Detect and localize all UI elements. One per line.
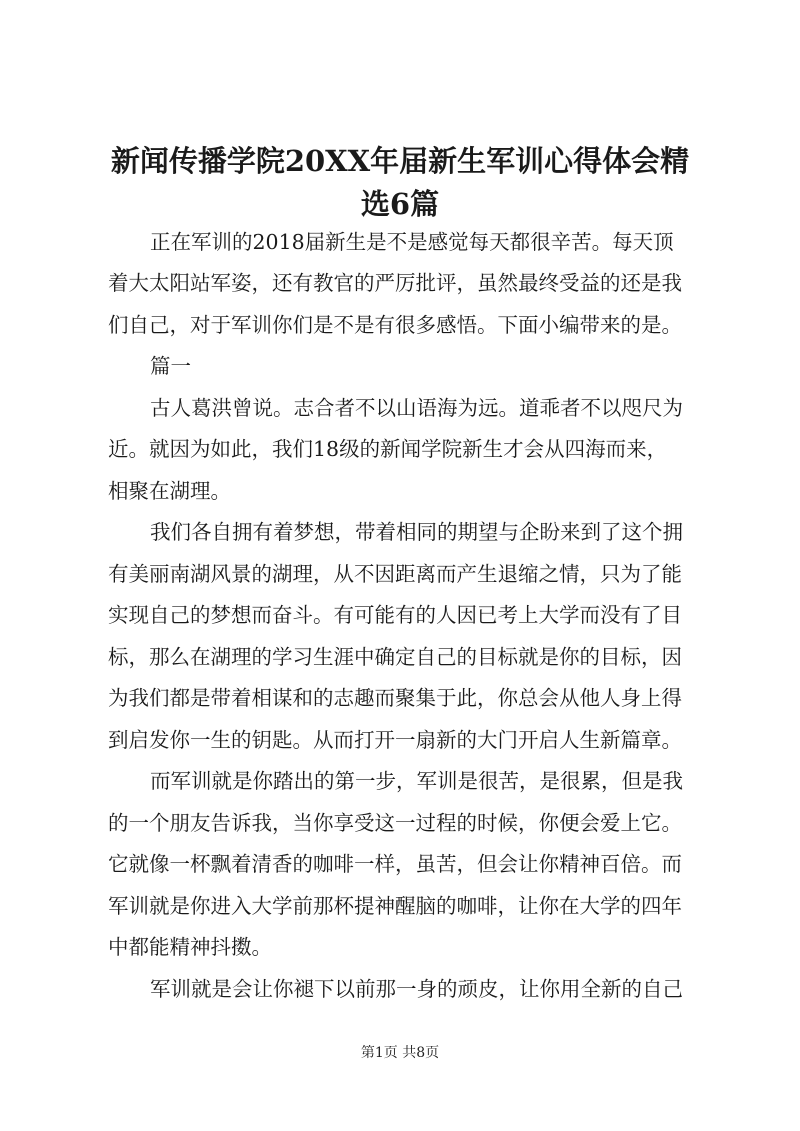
paragraph-line: 古人葛洪曾说。志合者不以山语海为远。道乖者不以咫尺为 — [150, 396, 683, 420]
document-title-line-2: 选6篇 — [360, 187, 440, 221]
paragraph-line: 实现自己的梦想而奋斗。有可能有的人因已考上大学而没有了目 — [108, 603, 682, 627]
paragraph-line: 它就像一杯飘着清香的咖啡一样，虽苦，但会让你精神百倍。而 — [108, 852, 682, 876]
paragraph-line: 军训就是会让你褪下以前那一身的顽皮，让你用全新的自己 — [150, 977, 683, 1001]
paragraph-line: 正在军训的2018届新生是不是感觉每天都很辛苦。每天顶 — [150, 230, 674, 254]
paragraph-line: 到启发你一生的钥匙。从而打开一扇新的大门开启人生新篇章。 — [108, 728, 682, 752]
document-title-line-1: 新闻传播学院20XX年届新生军训心得体会精 — [110, 144, 690, 178]
paragraph-line: 标，那么在湖理的学习生涯中确定自己的目标就是你的目标，因 — [108, 645, 682, 669]
paragraph-line: 着大太阳站军姿，还有教官的严厉批评，虽然最终受益的还是我 — [108, 271, 682, 295]
paragraph-line: 们自己，对于军训你们是不是有很多感悟。下面小编带来的是。 — [108, 313, 682, 337]
paragraph-line: 近。就因为如此，我们18级的新闻学院新生才会从四海而来， — [108, 437, 668, 461]
paragraph-line: 而军训就是你踏出的第一步，军训是很苦，是很累，但是我 — [150, 769, 683, 793]
paragraph-line: 相聚在湖理。 — [108, 479, 231, 503]
paragraph-line: 军训就是你进入大学前那杯提神醒脑的咖啡，让你在大学的四年 — [108, 894, 682, 918]
paragraph-line: 我们各自拥有着梦想，带着相同的期望与企盼来到了这个拥 — [150, 520, 683, 544]
paragraph-line: 的一个朋友告诉我，当你享受这一过程的时候，你便会爱上它。 — [108, 811, 682, 835]
page-number-footer: 第1页 共8页 — [360, 1045, 440, 1061]
section-heading: 篇一 — [150, 354, 191, 378]
paragraph-line: 有美丽南湖风景的湖理，从不因距离而产生退缩之情，只为了能 — [108, 562, 682, 586]
paragraph-line: 为我们都是带着相谋和的志趣而聚集于此，你总会从他人身上得 — [108, 686, 682, 710]
paragraph-line: 中都能精神抖擞。 — [108, 935, 272, 959]
